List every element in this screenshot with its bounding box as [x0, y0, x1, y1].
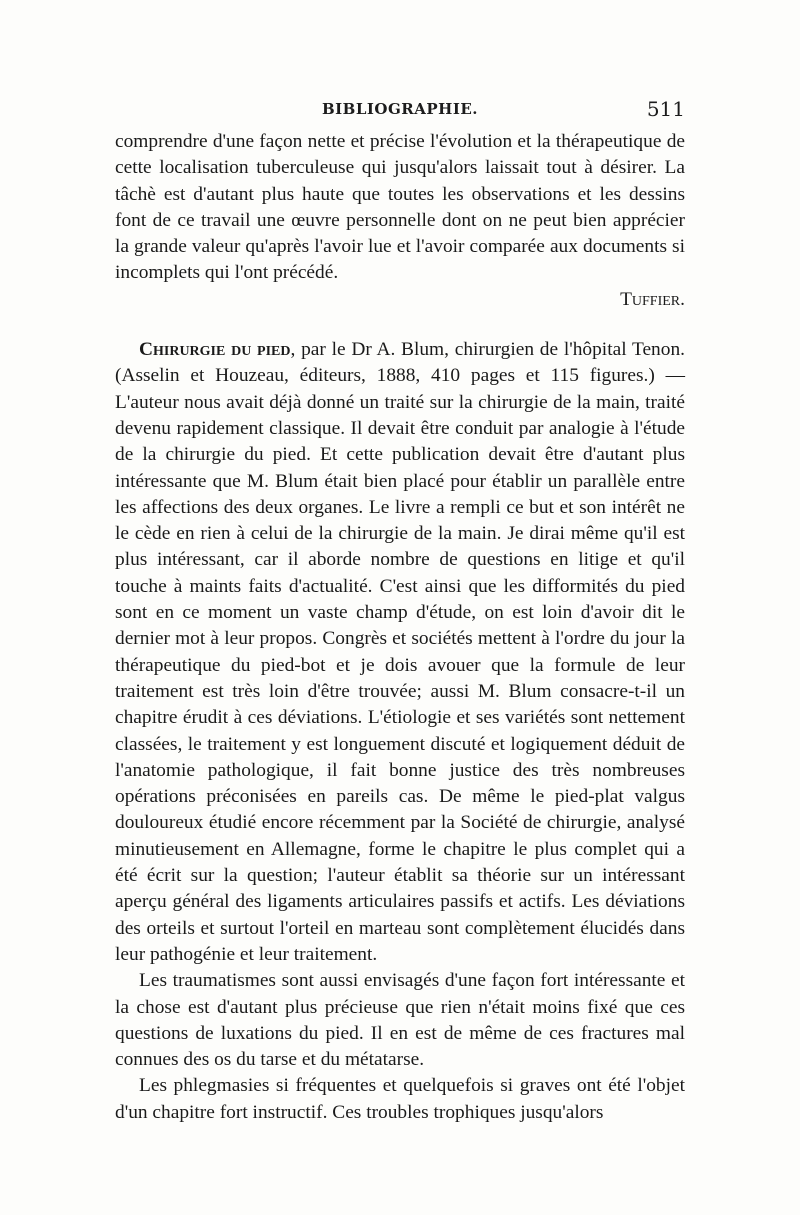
paragraph-phlegmasies: Les phlegmasies si fréquentes et quelquefois si graves ont été l'objet d'un chapitre fort instructif. Ces troubles trophiques jusqu'alors — [115, 1075, 685, 1123]
body-text — [115, 129, 685, 1126]
paragraph-traumatismes: Les traumatismes sont aussi envisagés d'une façon fort intéressante et la chose est d'autant plus précieuse que rien n'était moins fixé que ces questions de luxations du pied. Il en est de même de ces fractures mal connues des os du tarse et du métatarse. — [115, 970, 685, 1071]
paragraph-continuation: comprendre d'une façon nette et précise l'évolution et la thérapeutique de cette localisation tuberculeuse qui jusqu'alors laissait tout à désirer. La tâchè est d'autant plus haute que toutes les observations et les dessins font de ce travail une œuvre personnelle dont on ne peut bien apprécier la grande valeur qu'après l'avoir lue et l'avoir comparée aux documents si incomplets qui l'ont précédé. — [115, 131, 685, 284]
review-text: , par le Dr A. Blum, chirurgien de l'hôpital Tenon. (Asselin et Houzeau, éditeurs, 1888, 410 pages et 115 figures.) — L'auteur nous avait déjà donné un traité sur la chirurgie de la main, traité devenu rapidement classique. Il devait être conduit par analogie à l'étude de la chirurgie du pied. Et cette publication devait être d'autant plus intéressante que M. Blum était bien placé pour établir un parallèle entre les affections des deux organes. Le livre a rempli ce but et son intérêt ne le cède en rien à celui de la chirurgie de la main. Je dirai même qu'il est plus intéressant, car il aborde nombre de questions en litige et qu'il touche à maints faits d'actualité. C'est ainsi que les difformités du pied sont en ce moment un vaste champ d'étude, on est loin d'avoir dit le dernier mot à leur propos. Congrès et sociétés mettent à l'ordre du jour la thérapeutique du pied-bot et je dois avouer que la formule de leur traitement est très loin d'être trouvée; aussi M. Blum consacre-t-il un chapitre érudit à ces déviations. L'étiologie et ses variétés sont nettement classées, le traitement y est longuement discuté et logiquement déduit de l'anatomie pathologique, il fait bonne justice des très nombreuses opérations préconisées en pareils cas. De même le pied-plat valgus douloureux étudié encore récemment par la Société de chirurgie, analysé minutieusement en Allemagne, forme le chapitre le plus complet qui a été écrit sur la question; l'auteur établit sa théorie sur un intéressant aperçu général des ligaments articulaires passifs et actifs. Les déviations des orteils et surtout l'orteil en marteau sont complètement élucidés dans leur pathogénie et leur traitement. — [115, 339, 685, 965]
running-title: BIBLIOGRAPHIE. — [321, 100, 479, 118]
page-number: 511 — [646, 97, 685, 121]
running-head — [115, 97, 685, 124]
review-paragraph — [115, 337, 685, 968]
author-signature: Tuffier. — [620, 288, 685, 310]
review-title: Chirurgie du pied — [139, 339, 291, 361]
